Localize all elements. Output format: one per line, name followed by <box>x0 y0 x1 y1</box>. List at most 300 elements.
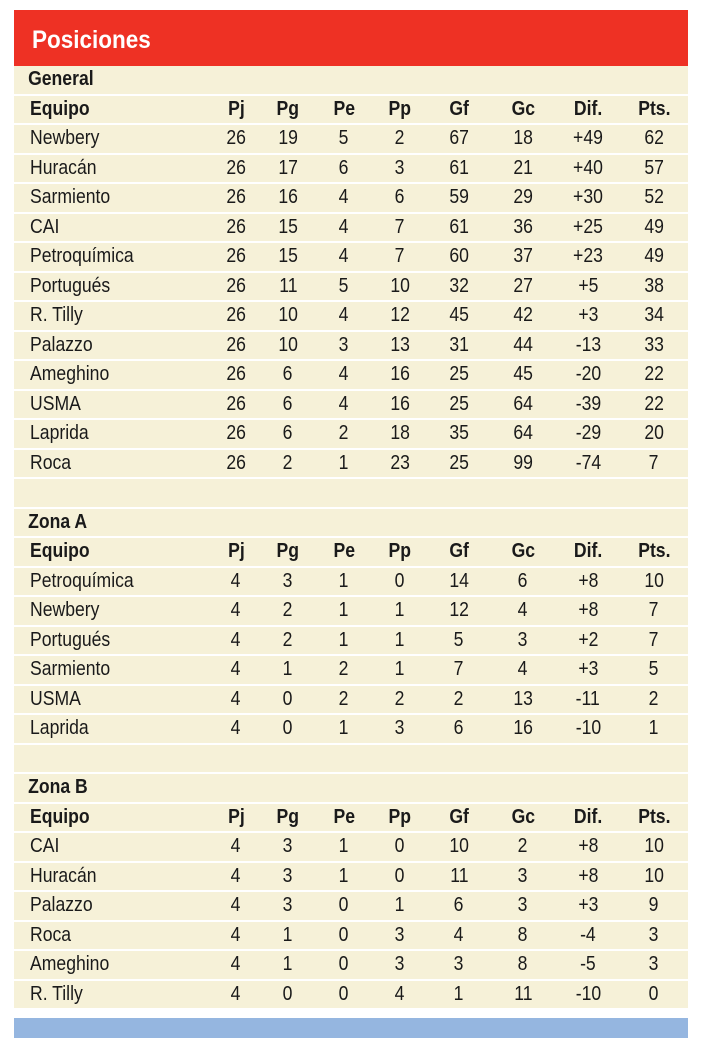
cell-pp-text: 0 <box>395 864 405 887</box>
cell-pts <box>620 865 688 888</box>
column-header-team <box>14 540 212 563</box>
column-header-pe <box>316 98 372 121</box>
cell-dif-text: -10 <box>575 982 601 1005</box>
cell-pj <box>212 363 260 386</box>
cell-pp-text: 1 <box>395 658 405 681</box>
cell-pe-text: 1 <box>339 451 349 474</box>
cell-gc <box>490 334 556 357</box>
cell-gf <box>428 334 490 357</box>
table-row <box>14 391 688 421</box>
column-header-pts <box>620 98 688 121</box>
cell-pe <box>316 245 372 268</box>
table-row <box>14 656 688 686</box>
section-title: General <box>28 68 94 91</box>
cell-gf <box>428 363 490 386</box>
cell-gc <box>490 599 556 622</box>
cell-dif-text: +2 <box>577 628 599 651</box>
cell-pj-text: 26 <box>226 333 246 356</box>
cell-dif <box>556 894 620 917</box>
cell-pp <box>372 127 428 150</box>
cell-pts-text: 22 <box>644 392 664 415</box>
cell-pts-text: 49 <box>644 245 664 268</box>
cell-pts-text: 10 <box>644 569 664 592</box>
section-spacer <box>14 479 688 509</box>
cell-pp <box>372 717 428 740</box>
cell-dif-text: +23 <box>573 245 603 268</box>
cell-pg-text: 1 <box>283 923 293 946</box>
cell-team-text: Roca <box>30 923 72 946</box>
cell-pts-text: 5 <box>649 658 659 681</box>
cell-pg-text: 0 <box>283 687 293 710</box>
cell-pg <box>260 422 316 445</box>
cell-pp-text: 7 <box>395 245 405 268</box>
cell-gf <box>428 924 490 947</box>
table-row <box>14 892 688 922</box>
cell-pp-text: 4 <box>395 982 405 1005</box>
cell-gc <box>490 186 556 209</box>
column-header-gf <box>428 806 490 829</box>
cell-gc-text: 3 <box>518 894 528 917</box>
column-header-pg-text: Pg <box>276 540 300 563</box>
cell-gc <box>490 629 556 652</box>
cell-dif-text: -20 <box>575 363 601 386</box>
cell-pj-text: 26 <box>226 274 246 297</box>
cell-gc <box>490 245 556 268</box>
column-header-pj <box>212 540 260 563</box>
cell-pe-text: 6 <box>339 156 349 179</box>
cell-gc <box>490 835 556 858</box>
cell-pe-text: 4 <box>339 363 349 386</box>
table-row <box>14 332 688 362</box>
column-header-gc-text: Gc <box>511 97 535 120</box>
cell-pe-text: 4 <box>339 304 349 327</box>
cell-pts <box>620 334 688 357</box>
cell-pe <box>316 186 372 209</box>
cell-team-text: Petroquímica <box>30 245 134 268</box>
cell-pp <box>372 245 428 268</box>
cell-pp <box>372 894 428 917</box>
cell-pg <box>260 452 316 475</box>
column-header-team <box>14 806 212 829</box>
cell-pp <box>372 422 428 445</box>
cell-gf-text: 32 <box>449 274 469 297</box>
cell-pts <box>620 953 688 976</box>
cell-pts <box>620 127 688 150</box>
cell-pts <box>620 629 688 652</box>
bottom-bar <box>14 1018 688 1038</box>
cell-gf-text: 61 <box>449 215 469 238</box>
column-header-pj-text: Pj <box>227 540 245 563</box>
cell-pp-text: 0 <box>395 835 405 858</box>
cell-gf-text: 59 <box>449 186 469 209</box>
cell-pp-text: 6 <box>395 186 405 209</box>
cell-gf-text: 6 <box>454 894 464 917</box>
cell-pj <box>212 865 260 888</box>
cell-pts <box>620 186 688 209</box>
cell-gc-text: 64 <box>513 392 533 415</box>
cell-dif <box>556 983 620 1006</box>
cell-team-text: USMA <box>30 687 81 710</box>
table-row <box>14 568 688 598</box>
cell-dif-text: -11 <box>575 687 601 710</box>
cell-dif <box>556 599 620 622</box>
cell-pp <box>372 688 428 711</box>
cell-pj <box>212 658 260 681</box>
cell-pg-text: 2 <box>283 628 293 651</box>
cell-pts-text: 1 <box>649 717 659 740</box>
cell-pts <box>620 216 688 239</box>
column-header-team-text: Equipo <box>30 540 90 563</box>
cell-pj <box>212 334 260 357</box>
cell-pe-text: 5 <box>339 274 349 297</box>
column-header-pp <box>372 540 428 563</box>
cell-pj-text: 4 <box>231 658 241 681</box>
cell-gc-text: 3 <box>518 864 528 887</box>
cell-pts <box>620 245 688 268</box>
cell-gf-text: 6 <box>454 717 464 740</box>
cell-pg-text: 6 <box>283 363 293 386</box>
table-row <box>14 981 688 1011</box>
column-header-pts <box>620 540 688 563</box>
cell-gf <box>428 629 490 652</box>
cell-pp-text: 10 <box>390 274 410 297</box>
cell-gc-text: 8 <box>518 953 528 976</box>
cell-gc <box>490 422 556 445</box>
cell-gf <box>428 186 490 209</box>
table-row <box>14 361 688 391</box>
cell-pe-text: 0 <box>339 953 349 976</box>
cell-gf <box>428 835 490 858</box>
table-row <box>14 686 688 716</box>
section-title-row <box>14 66 688 96</box>
column-header-pe-text: Pe <box>333 97 355 120</box>
cell-pe <box>316 393 372 416</box>
cell-pj-text: 26 <box>226 186 246 209</box>
cell-pp-text: 16 <box>390 392 410 415</box>
table-row <box>14 243 688 273</box>
cell-gf <box>428 599 490 622</box>
cell-pg <box>260 393 316 416</box>
cell-gf-text: 2 <box>454 687 464 710</box>
cell-dif-text: +8 <box>577 569 599 592</box>
cell-pe-text: 1 <box>339 599 349 622</box>
cell-pe <box>316 570 372 593</box>
cell-pp-text: 3 <box>395 717 405 740</box>
cell-gc-text: 13 <box>513 687 533 710</box>
cell-pe-text: 1 <box>339 835 349 858</box>
cell-pg-text: 2 <box>283 599 293 622</box>
cell-pp <box>372 304 428 327</box>
cell-pp <box>372 658 428 681</box>
cell-dif-text: -29 <box>575 422 601 445</box>
column-header-gc <box>490 98 556 121</box>
cell-pg <box>260 835 316 858</box>
column-header-pe-text: Pe <box>333 805 355 828</box>
cell-pj <box>212 127 260 150</box>
cell-pp-text: 3 <box>395 156 405 179</box>
cell-pj <box>212 629 260 652</box>
cell-dif <box>556 658 620 681</box>
cell-team-text: R. Tilly <box>30 982 83 1005</box>
cell-gf-text: 67 <box>449 127 469 150</box>
cell-dif <box>556 157 620 180</box>
cell-pg-text: 3 <box>283 864 293 887</box>
cell-pj-text: 26 <box>226 451 246 474</box>
cell-team-text: Sarmiento <box>30 186 111 209</box>
cell-gf-text: 12 <box>449 599 469 622</box>
cell-team <box>14 334 212 357</box>
cell-team-text: Laprida <box>30 422 89 445</box>
cell-dif <box>556 216 620 239</box>
cell-pg-text: 0 <box>283 982 293 1005</box>
cell-gc <box>490 452 556 475</box>
cell-pj <box>212 304 260 327</box>
cell-team <box>14 688 212 711</box>
cell-pj-text: 4 <box>231 982 241 1005</box>
column-header-gc <box>490 806 556 829</box>
table-row <box>14 597 688 627</box>
cell-dif-text: +30 <box>573 186 603 209</box>
cell-pg-text: 1 <box>283 658 293 681</box>
cell-pg-text: 15 <box>278 245 298 268</box>
table-row <box>14 184 688 214</box>
cell-team <box>14 629 212 652</box>
cell-dif-text: -74 <box>575 451 601 474</box>
cell-dif <box>556 186 620 209</box>
cell-pe <box>316 953 372 976</box>
standings-panel <box>14 10 688 1038</box>
column-header-pe <box>316 540 372 563</box>
column-header-team-text: Equipo <box>30 97 90 120</box>
cell-pts <box>620 717 688 740</box>
cell-pts-text: 20 <box>644 422 664 445</box>
cell-pg-text: 17 <box>278 156 298 179</box>
column-header-dif <box>556 540 620 563</box>
cell-gc <box>490 924 556 947</box>
cell-dif-text: +49 <box>573 127 603 150</box>
cell-gc-text: 64 <box>513 422 533 445</box>
cell-pj <box>212 245 260 268</box>
cell-gc-text: 3 <box>518 628 528 651</box>
cell-pp-text: 2 <box>395 687 405 710</box>
cell-gf <box>428 717 490 740</box>
cell-pj <box>212 717 260 740</box>
cell-gc-text: 6 <box>518 569 528 592</box>
cell-pe <box>316 983 372 1006</box>
cell-gc <box>490 717 556 740</box>
cell-pts-text: 2 <box>649 687 659 710</box>
cell-gc-text: 18 <box>513 127 533 150</box>
cell-pe <box>316 127 372 150</box>
cell-pe <box>316 304 372 327</box>
cell-pts-text: 0 <box>649 982 659 1005</box>
cell-pe-text: 0 <box>339 923 349 946</box>
cell-gf-text: 61 <box>449 156 469 179</box>
cell-gf-text: 45 <box>449 304 469 327</box>
cell-gc <box>490 127 556 150</box>
cell-gc <box>490 157 556 180</box>
table-row <box>14 863 688 893</box>
cell-dif-text: +3 <box>577 658 599 681</box>
cell-pj-text: 4 <box>231 953 241 976</box>
table-row <box>14 450 688 480</box>
cell-pj-text: 26 <box>226 392 246 415</box>
cell-gf <box>428 304 490 327</box>
table-header-row <box>14 804 688 834</box>
cell-pe-text: 4 <box>339 392 349 415</box>
column-header-gf <box>428 540 490 563</box>
cell-gf-text: 35 <box>449 422 469 445</box>
cell-gc <box>490 688 556 711</box>
cell-dif-text: +8 <box>577 835 599 858</box>
cell-gf <box>428 157 490 180</box>
cell-gc <box>490 983 556 1006</box>
cell-team-text: R. Tilly <box>30 304 83 327</box>
column-header-pg-text: Pg <box>276 805 300 828</box>
cell-pts-text: 62 <box>644 127 664 150</box>
cell-team <box>14 157 212 180</box>
cell-pe <box>316 599 372 622</box>
cell-dif <box>556 629 620 652</box>
cell-pg <box>260 157 316 180</box>
cell-pts-text: 7 <box>649 599 659 622</box>
cell-pts-text: 33 <box>644 333 664 356</box>
cell-team-text: Roca <box>30 451 72 474</box>
cell-gc-text: 36 <box>513 215 533 238</box>
cell-pp-text: 1 <box>395 628 405 651</box>
cell-dif <box>556 422 620 445</box>
cell-team <box>14 275 212 298</box>
cell-pe <box>316 924 372 947</box>
cell-team <box>14 953 212 976</box>
cell-pts <box>620 157 688 180</box>
cell-gf-text: 31 <box>449 333 469 356</box>
column-header-gc-text: Gc <box>511 805 535 828</box>
column-header-pj <box>212 98 260 121</box>
cell-pg-text: 10 <box>278 333 298 356</box>
cell-gf <box>428 658 490 681</box>
cell-pts <box>620 983 688 1006</box>
column-header-dif-text: Dif. <box>573 540 603 563</box>
cell-team <box>14 363 212 386</box>
column-header-gf <box>428 98 490 121</box>
cell-dif <box>556 275 620 298</box>
cell-pg <box>260 629 316 652</box>
section-spacer <box>14 745 688 775</box>
cell-dif <box>556 570 620 593</box>
page-title: Posiciones <box>32 26 151 54</box>
cell-pj-text: 4 <box>231 923 241 946</box>
cell-dif <box>556 304 620 327</box>
cell-pe-text: 4 <box>339 186 349 209</box>
cell-gc-text: 8 <box>518 923 528 946</box>
cell-pe <box>316 334 372 357</box>
cell-team-text: Newbery <box>30 599 100 622</box>
cell-pj-text: 26 <box>226 304 246 327</box>
cell-dif <box>556 717 620 740</box>
cell-pj <box>212 275 260 298</box>
cell-team-text: CAI <box>30 835 60 858</box>
cell-gc-text: 99 <box>513 451 533 474</box>
cell-pg-text: 16 <box>278 186 298 209</box>
cell-pg-text: 19 <box>278 127 298 150</box>
cell-pj <box>212 393 260 416</box>
cell-pg-text: 0 <box>283 717 293 740</box>
cell-dif <box>556 393 620 416</box>
cell-gf-text: 25 <box>449 363 469 386</box>
cell-pg <box>260 658 316 681</box>
cell-pj <box>212 688 260 711</box>
cell-gf-text: 3 <box>454 953 464 976</box>
cell-pg <box>260 186 316 209</box>
cell-pe-text: 1 <box>339 628 349 651</box>
cell-gc-text: 45 <box>513 363 533 386</box>
cell-pp-text: 3 <box>395 923 405 946</box>
cell-pg-text: 6 <box>283 392 293 415</box>
cell-team <box>14 865 212 888</box>
cell-pp <box>372 186 428 209</box>
cell-team <box>14 216 212 239</box>
cell-pj <box>212 186 260 209</box>
cell-pts <box>620 363 688 386</box>
column-header-gc <box>490 540 556 563</box>
cell-pj <box>212 983 260 1006</box>
cell-pj-text: 26 <box>226 215 246 238</box>
cell-team <box>14 304 212 327</box>
table-row <box>14 922 688 952</box>
cell-pe-text: 2 <box>339 658 349 681</box>
cell-pe-text: 2 <box>339 422 349 445</box>
cell-gc <box>490 570 556 593</box>
cell-pg <box>260 599 316 622</box>
column-header-team <box>14 98 212 121</box>
section-title-row <box>14 509 688 539</box>
cell-gf <box>428 570 490 593</box>
cell-pj <box>212 894 260 917</box>
cell-gc <box>490 894 556 917</box>
cell-pe-text: 1 <box>339 717 349 740</box>
cell-pp <box>372 216 428 239</box>
column-header-gc-text: Gc <box>511 540 535 563</box>
column-header-dif <box>556 98 620 121</box>
cell-pj <box>212 599 260 622</box>
cell-dif <box>556 363 620 386</box>
cell-team <box>14 127 212 150</box>
table-row <box>14 715 688 745</box>
section-title: Zona A <box>28 510 88 533</box>
cell-gf-text: 25 <box>449 451 469 474</box>
cell-pg-text: 3 <box>283 894 293 917</box>
cell-pts-text: 7 <box>649 451 659 474</box>
column-header-gf-text: Gf <box>449 805 469 828</box>
cell-team <box>14 983 212 1006</box>
cell-dif <box>556 924 620 947</box>
cell-pe-text: 0 <box>339 894 349 917</box>
cell-pp <box>372 629 428 652</box>
cell-pj-text: 26 <box>226 422 246 445</box>
cell-pj-text: 4 <box>231 717 241 740</box>
cell-pe <box>316 865 372 888</box>
cell-pg <box>260 983 316 1006</box>
column-header-pj-text: Pj <box>227 805 245 828</box>
column-header-gf-text: Gf <box>449 97 469 120</box>
cell-pg <box>260 304 316 327</box>
cell-pg <box>260 894 316 917</box>
cell-pe <box>316 157 372 180</box>
cell-gf <box>428 688 490 711</box>
table-row <box>14 214 688 244</box>
column-header-pg <box>260 98 316 121</box>
